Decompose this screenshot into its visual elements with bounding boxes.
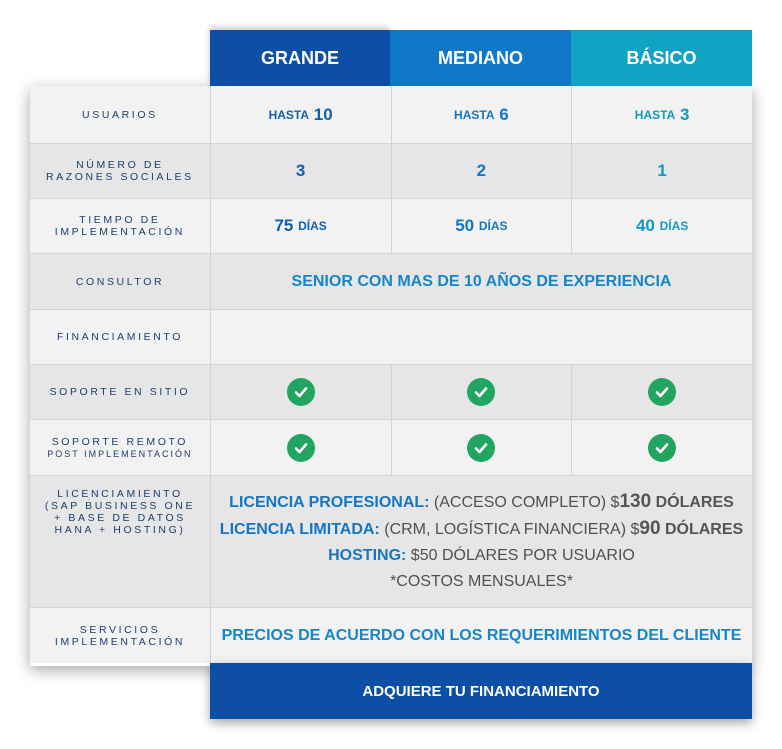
unit: DÍAS bbox=[478, 219, 508, 233]
hosting-desc: $50 DÓLARES POR USUARIO bbox=[410, 546, 635, 564]
cell-usuarios-mediano bbox=[391, 86, 572, 143]
licenciamiento-details bbox=[210, 476, 752, 607]
check-circle-icon bbox=[287, 434, 315, 462]
financiamiento-value bbox=[210, 310, 752, 364]
license-unit: DÓLARES bbox=[664, 520, 744, 538]
cell-razones-grande: 3 bbox=[210, 144, 391, 198]
label-line: NÚMERO DE bbox=[76, 159, 164, 171]
consultor-value: SENIOR CON MAS DE 10 AÑOS DE EXPERIENCIA bbox=[210, 254, 752, 309]
cell-tiempo-basico bbox=[571, 199, 752, 253]
value: 10 bbox=[313, 104, 333, 124]
label-line: + BASE DE DATOS bbox=[54, 512, 186, 524]
value: 3 bbox=[679, 104, 690, 124]
cell-soporte-remoto-mediano bbox=[391, 420, 572, 475]
label-line: LICENCIAMIENTO bbox=[57, 488, 183, 500]
label-line: POST IMPLEMENTACIÓN bbox=[47, 448, 193, 459]
unit: DÍAS bbox=[659, 219, 689, 233]
cell-soporte-sitio-grande bbox=[210, 365, 391, 419]
row-tiempo-implementacion bbox=[30, 199, 752, 254]
value: 40 bbox=[635, 216, 655, 235]
hasta-text: HASTA bbox=[268, 107, 310, 122]
row-servicios bbox=[30, 608, 752, 663]
license-amount: 130 bbox=[619, 490, 652, 512]
hasta-text: HASTA bbox=[454, 107, 495, 122]
check-circle-icon bbox=[648, 434, 676, 462]
label-line: RAZONES SOCIALES bbox=[45, 171, 194, 183]
hasta-text: HASTA bbox=[634, 107, 676, 122]
servicios-value: PRECIOS DE ACUERDO CON LOS REQUERIMIENTOS DEL CLIENTE bbox=[210, 608, 752, 663]
license-key: LICENCIA PROFESIONAL: bbox=[229, 493, 430, 511]
row-label-razones-sociales bbox=[30, 144, 210, 198]
cell-tiempo-mediano bbox=[391, 199, 572, 253]
label-line: IMPLEMENTACIÓN bbox=[54, 226, 185, 238]
row-razones-sociales bbox=[30, 144, 752, 199]
cell-soporte-sitio-mediano bbox=[391, 365, 572, 419]
column-header-mediano bbox=[390, 30, 571, 86]
licencia-limitada-line bbox=[220, 516, 743, 543]
row-label-usuarios: USUARIOS bbox=[82, 108, 158, 121]
column-header-basico bbox=[571, 30, 752, 86]
cell-razones-basico: 1 bbox=[571, 144, 752, 198]
column-header-basico-label: BÁSICO bbox=[626, 47, 697, 68]
cta-label: ADQUIERE TU FINANCIAMIENTO bbox=[362, 682, 600, 700]
row-soporte-remoto bbox=[30, 420, 752, 476]
cell-soporte-remoto-grande bbox=[210, 420, 391, 475]
label-line: TIEMPO DE bbox=[79, 214, 161, 226]
license-desc: (CRM, LOGÍSTICA FINANCIERA) $ bbox=[384, 520, 640, 538]
costos-note: *COSTOS MENSUALES* bbox=[390, 572, 573, 590]
row-label-financiamiento: FINANCIAMIENTO bbox=[56, 331, 184, 343]
value: 75 bbox=[274, 216, 294, 235]
row-usuarios bbox=[30, 86, 752, 144]
value: 6 bbox=[499, 104, 509, 124]
row-licenciamiento bbox=[30, 476, 752, 608]
cell-usuarios-grande bbox=[210, 86, 391, 143]
hosting-key: HOSTING: bbox=[328, 546, 407, 564]
check-circle-icon bbox=[648, 378, 676, 406]
licencia-profesional-line bbox=[229, 489, 734, 516]
cell-soporte-sitio-basico bbox=[571, 365, 752, 419]
cell-razones-mediano: 2 bbox=[391, 144, 572, 198]
check-circle-icon bbox=[467, 378, 495, 406]
label-line: SERVICIOS bbox=[79, 623, 161, 636]
row-label-soporte-remoto bbox=[30, 420, 210, 475]
license-amount: 90 bbox=[639, 517, 661, 539]
row-label-consultor: CONSULTOR bbox=[75, 275, 165, 288]
column-header-mediano-label: MEDIANO bbox=[438, 47, 523, 68]
check-circle-icon bbox=[287, 378, 315, 406]
cell-usuarios-basico bbox=[571, 86, 752, 143]
cell-soporte-remoto-basico bbox=[571, 420, 752, 475]
label-line: IMPLEMENTACIÓN bbox=[54, 635, 186, 648]
hosting-line bbox=[328, 543, 635, 569]
license-key: LICENCIA LIMITADA: bbox=[219, 520, 380, 538]
value: 50 bbox=[455, 216, 475, 235]
row-label-tiempo bbox=[30, 199, 210, 253]
row-financiamiento bbox=[30, 310, 752, 365]
row-consultor bbox=[30, 254, 752, 310]
adquiere-financiamiento-button[interactable] bbox=[210, 663, 752, 719]
label-line: (SAP BUSINESS ONE bbox=[44, 500, 196, 512]
unit: DÍAS bbox=[298, 219, 327, 233]
label-line: HANA + HOSTING) bbox=[54, 524, 186, 536]
label-line: SOPORTE REMOTO bbox=[51, 435, 189, 448]
row-label-licenciamiento bbox=[30, 476, 210, 607]
row-label-soporte-sitio: SOPORTE EN SITIO bbox=[49, 386, 191, 398]
row-label-servicios bbox=[30, 608, 210, 663]
column-header-grande bbox=[210, 30, 390, 86]
license-unit: DÓLARES bbox=[655, 493, 734, 511]
column-header-grande-label: GRANDE bbox=[260, 47, 339, 68]
license-desc: (ACCESO COMPLETO) $ bbox=[433, 493, 620, 511]
cell-tiempo-grande bbox=[210, 199, 391, 253]
row-soporte-sitio bbox=[30, 365, 752, 420]
check-circle-icon bbox=[467, 434, 495, 462]
